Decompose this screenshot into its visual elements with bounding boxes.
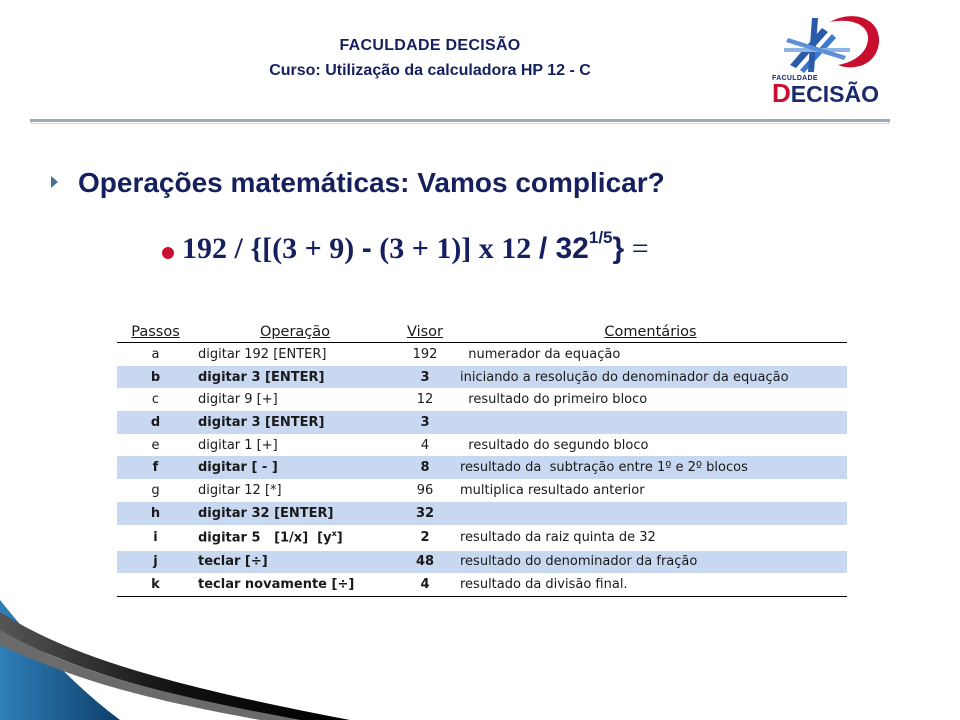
step-cell: h (117, 502, 194, 525)
header-divider-shadow (30, 123, 890, 124)
step-cell: c (151, 392, 160, 408)
operation-cell: digitar 3 [ENTER] (194, 411, 396, 434)
operation-cell: teclar [÷] (194, 551, 396, 574)
table-row (117, 366, 847, 389)
operation-superscript: x (331, 529, 337, 539)
logo-wordmark (772, 78, 879, 109)
expression-part-2: (3 + 1)] x 12 (371, 232, 539, 265)
table-row (117, 434, 847, 457)
operation-cell: digitar 12 [*] (198, 482, 282, 498)
display-cell: 3 (396, 411, 454, 434)
column-header-operacao: Operação (194, 315, 396, 343)
operation-cell: digitar [ - ] (194, 456, 396, 479)
operation-cell: digitar 1 [+] (198, 437, 278, 453)
triangle-bullet-icon (51, 176, 58, 188)
step-cell: d (117, 411, 194, 434)
step-cell: g (151, 482, 160, 498)
step-cell: a (151, 346, 160, 362)
table-row (117, 456, 847, 479)
column-header-visor: Visor (396, 315, 454, 343)
operation-cell: teclar novamente [÷] (194, 573, 396, 596)
table-row (117, 502, 847, 525)
comment-cell: resultado da raiz quinta de 32 (460, 530, 656, 545)
table-header-row (117, 315, 847, 343)
operation-cell (194, 525, 396, 551)
comment-cell: numerador da equação (460, 346, 621, 362)
operation-cell: digitar 3 [ENTER] (194, 366, 396, 389)
column-header-comentarios: Comentários (454, 315, 847, 343)
comment-cell: resultado do primeiro bloco (460, 392, 648, 408)
expression-part-1: 192 / {[(3 + 9) (182, 232, 362, 265)
slide-header (0, 0, 960, 125)
course-subtitle: Curso: Utilização da calculadora HP 12 - C (269, 62, 591, 79)
step-cell: j (117, 551, 194, 574)
operation-text: digitar 5 [1/x] [y (198, 530, 332, 546)
operation-cell: digitar 192 [ENTER] (198, 346, 327, 362)
comment-cell: multiplica resultado anterior (460, 482, 645, 498)
steps-table (117, 315, 847, 597)
table-row (117, 343, 847, 366)
table-row (117, 411, 847, 434)
comment-cell: resultado do denominador da fração (454, 551, 847, 574)
display-cell: 4 (396, 573, 454, 596)
comment-cell (454, 502, 847, 525)
header-divider (30, 119, 890, 122)
step-cell: e (151, 437, 160, 453)
expression-minus: - (361, 232, 372, 265)
display-cell: 2 (420, 530, 430, 545)
logo-wordmark-rest: ECISÃO (790, 81, 879, 107)
round-bullet-icon (162, 247, 174, 259)
display-cell: 48 (396, 551, 454, 574)
comment-cell: resultado do segundo bloco (460, 437, 649, 453)
comment-cell: resultado da subtração entre 1º e 2º blocos (454, 456, 847, 479)
slide-heading: Operações matemáticas: Vamos complicar? (78, 167, 665, 198)
expression-close-brace: } (612, 232, 625, 265)
expression-equals: = (624, 232, 649, 265)
institution-title: FACULDADE DECISÃO (339, 37, 521, 54)
operation-cell: digitar 32 [ENTER] (194, 502, 396, 525)
logo-wordmark-initial: D (772, 78, 791, 108)
operation-text-end: ] (336, 530, 343, 546)
display-cell: 32 (396, 502, 454, 525)
comment-cell: resultado da divisão final. (454, 573, 847, 596)
step-cell: i (153, 530, 158, 545)
table-row (117, 479, 847, 502)
display-cell: 12 (416, 392, 434, 408)
operation-cell: digitar 9 [+] (198, 392, 278, 408)
math-expression (182, 228, 649, 266)
display-cell: 8 (396, 456, 454, 479)
table-row (117, 551, 847, 574)
logo-small-text: FACULDADE (772, 75, 818, 82)
step-cell: b (117, 366, 194, 389)
column-header-passos: Passos (117, 315, 194, 343)
table-row (117, 388, 847, 411)
display-cell: 96 (416, 482, 434, 498)
comment-cell: iniciando a resolução do denominador da equação (454, 366, 847, 389)
display-cell: 4 (420, 437, 430, 453)
display-cell: 192 (412, 346, 438, 362)
display-cell: 3 (396, 366, 454, 389)
decorative-swoosh (0, 590, 360, 720)
step-cell: f (117, 456, 194, 479)
expression-part-3: / 32 (538, 232, 589, 265)
table-row (117, 525, 847, 551)
expression-exponent: 1/5 (588, 228, 613, 247)
comment-cell (454, 411, 847, 434)
step-cell: k (117, 573, 194, 596)
